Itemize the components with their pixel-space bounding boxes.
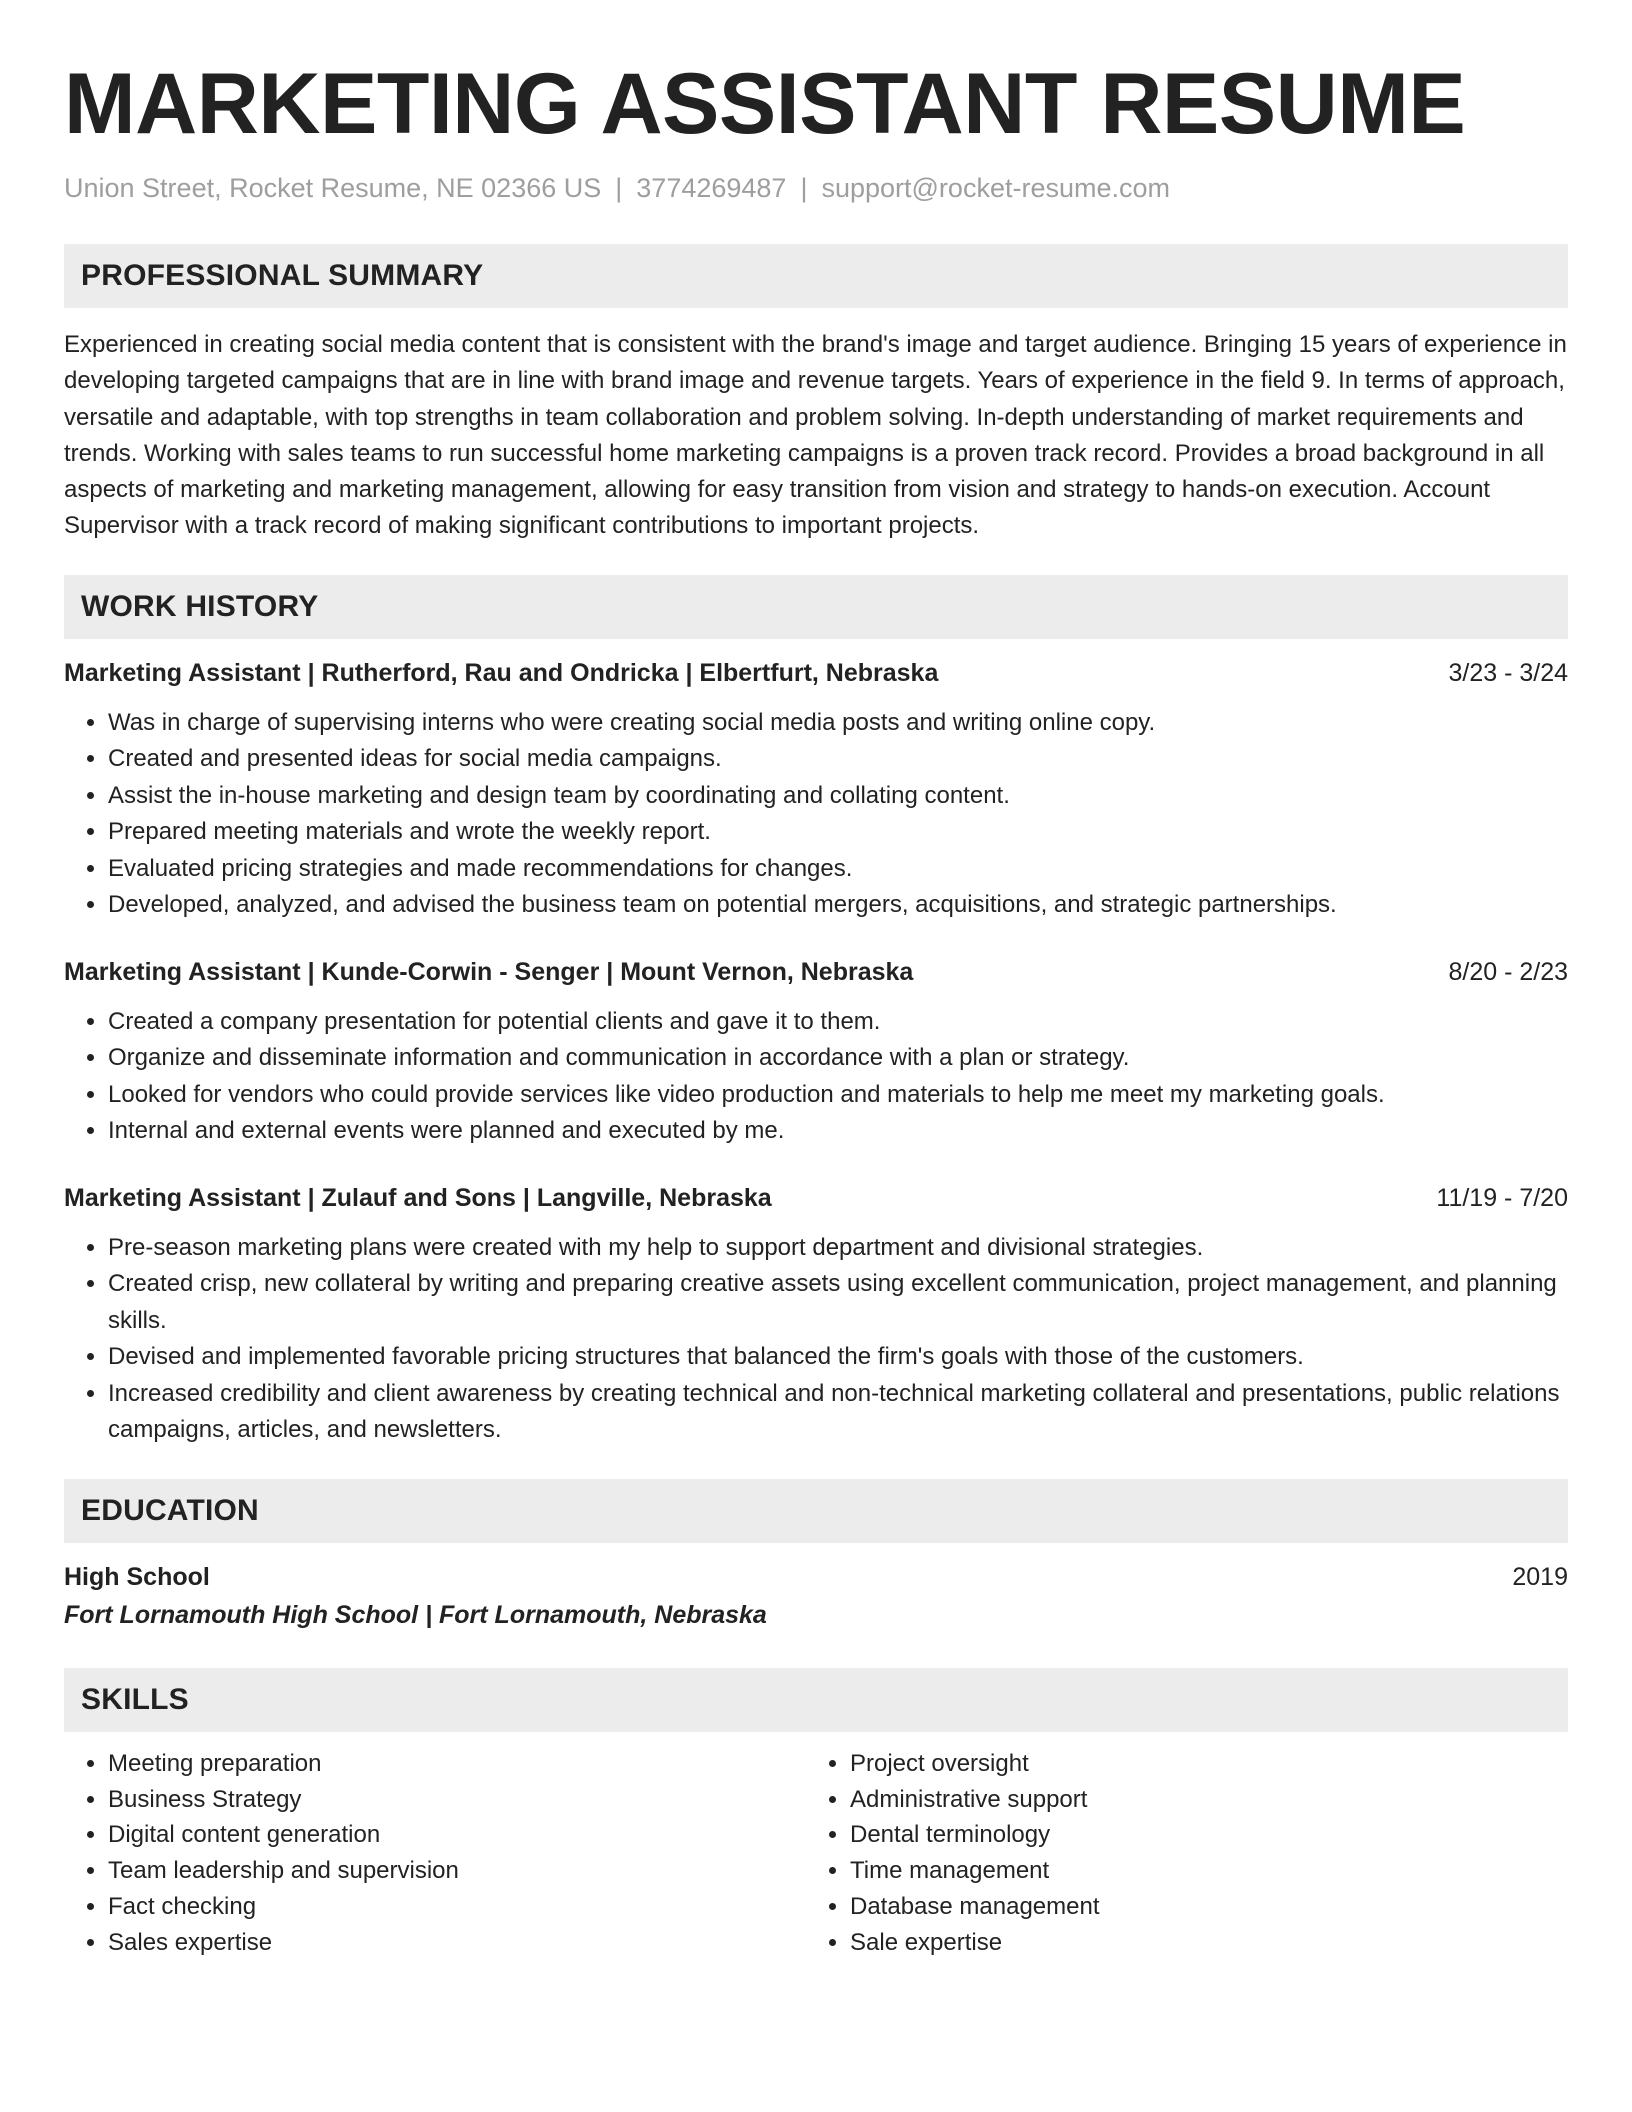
skill-item: • Digital content generation <box>108 1817 806 1853</box>
skill-item: • Fact checking <box>108 1889 806 1925</box>
contact-separator: | <box>615 173 623 203</box>
job-bullet: • Assist the in-house marketing and design team by coordinating and collating content. <box>108 778 1568 815</box>
skill-item: • Dental terminology <box>850 1817 1548 1853</box>
job-bullet: • Evaluated pricing strategies and made recommendations for changes. <box>108 851 1568 888</box>
skill-item: • Team leadership and supervision <box>108 1853 806 1889</box>
section-heading-summary: PROFESSIONAL SUMMARY <box>64 244 1568 308</box>
summary-text: Experienced in creating social media content that is consistent with the brand's image and target audience. Bringing 15 years of experience in developing targeted campaigns that are in line with brand image and revenue targets. Years of experience in the field 9. In terms of approach, versatile and adaptable, with top strengths in team collaboration and problem solving. In-depth understanding of market requirements and trends. Working with sales teams to run successful home marketing campaigns is a proven track record. Provides a broad background in all aspects of marketing and marketing management, allowing for easy transition from vision and strategy to hands-on execution. Account Supervisor with a track record of making significant contributions to important projects. <box>64 331 1567 540</box>
job-header <box>64 655 1568 691</box>
skill-item: • Sales expertise <box>108 1925 806 1961</box>
job-entry <box>64 954 1568 1150</box>
education-header <box>64 1558 1568 1596</box>
job-dates: 8/20 - 2/23 <box>1448 957 1568 986</box>
job-dates: 3/23 - 3/24 <box>1448 658 1568 687</box>
resume-page <box>64 54 1568 1961</box>
job-bullets <box>64 705 1568 924</box>
skills-columns <box>64 1732 1568 1961</box>
skills-list-right <box>806 1746 1548 1961</box>
section-heading-skills: SKILLS <box>64 1668 1568 1732</box>
job-bullets <box>64 1004 1568 1150</box>
contact-phone: 3774269487 <box>636 173 787 203</box>
section-heading-education: EDUCATION <box>64 1479 1568 1543</box>
job-bullet: • Created crisp, new collateral by writing and preparing creative assets using excellent communication, project management, and planning skills. <box>108 1266 1568 1339</box>
contact-address: Union Street, Rocket Resume, NE 02366 US <box>64 173 602 203</box>
job-title: Marketing Assistant | Rutherford, Rau and Ondricka | Elbertfurt, Nebraska <box>64 658 939 687</box>
job-bullet: • Internal and external events were planned and executed by me. <box>108 1113 1568 1150</box>
contact-line <box>64 170 1568 206</box>
job-bullet: • Prepared meeting materials and wrote the weekly report. <box>108 814 1568 851</box>
job-entry <box>64 1180 1568 1449</box>
job-bullet: • Organize and disseminate information and communication in accordance with a plan or strategy. <box>108 1040 1568 1077</box>
skill-item: • Project oversight <box>850 1746 1548 1782</box>
skill-item: • Meeting preparation <box>108 1746 806 1782</box>
job-bullet: • Created a company presentation for potential clients and gave it to them. <box>108 1004 1568 1041</box>
skill-item: • Business Strategy <box>108 1782 806 1818</box>
skills-list-left <box>64 1746 806 1961</box>
job-bullet: • Pre-season marketing plans were created with my help to support department and divisional strategies. <box>108 1230 1568 1267</box>
job-bullets <box>64 1230 1568 1449</box>
contact-separator: | <box>800 173 808 203</box>
job-bullet: • Created and presented ideas for social media campaigns. <box>108 741 1568 778</box>
skill-item: • Sale expertise <box>850 1925 1548 1961</box>
job-title: Marketing Assistant | Kunde-Corwin - Senger | Mount Vernon, Nebraska <box>64 957 914 986</box>
skill-item: • Time management <box>850 1853 1548 1889</box>
skill-item: • Administrative support <box>850 1782 1548 1818</box>
education-degree: High School <box>64 1562 210 1591</box>
job-bullet: • Looked for vendors who could provide services like video production and materials to help me meet my marketing goals. <box>108 1077 1568 1114</box>
resume-title: MARKETING ASSISTANT RESUME <box>64 56 1466 152</box>
job-bullet: • Increased credibility and client awareness by creating technical and non-technical marketing collateral and presentations, public relations campaigns, articles, and newsletters. <box>108 1376 1568 1449</box>
job-bullet: • Developed, analyzed, and advised the business team on potential mergers, acquisitions, and strategic partnerships. <box>108 887 1568 924</box>
job-header <box>64 954 1568 990</box>
education-school: Fort Lornamouth High School | Fort Lornamouth, Nebraska <box>64 1600 767 1629</box>
education-year: 2019 <box>1512 1562 1568 1591</box>
skill-item: • Database management <box>850 1889 1548 1925</box>
job-entry <box>64 655 1568 924</box>
job-bullet: • Was in charge of supervising interns who were creating social media posts and writing online copy. <box>108 705 1568 742</box>
job-header <box>64 1180 1568 1216</box>
job-title: Marketing Assistant | Zulauf and Sons | Langville, Nebraska <box>64 1183 772 1212</box>
section-heading-work-history: WORK HISTORY <box>64 575 1568 639</box>
job-dates: 11/19 - 7/20 <box>1436 1183 1568 1212</box>
education-entry <box>64 1558 1568 1634</box>
contact-email: support@rocket-resume.com <box>821 173 1170 203</box>
job-bullet: • Devised and implemented favorable pricing structures that balanced the firm's goals with those of the customers. <box>108 1339 1568 1376</box>
